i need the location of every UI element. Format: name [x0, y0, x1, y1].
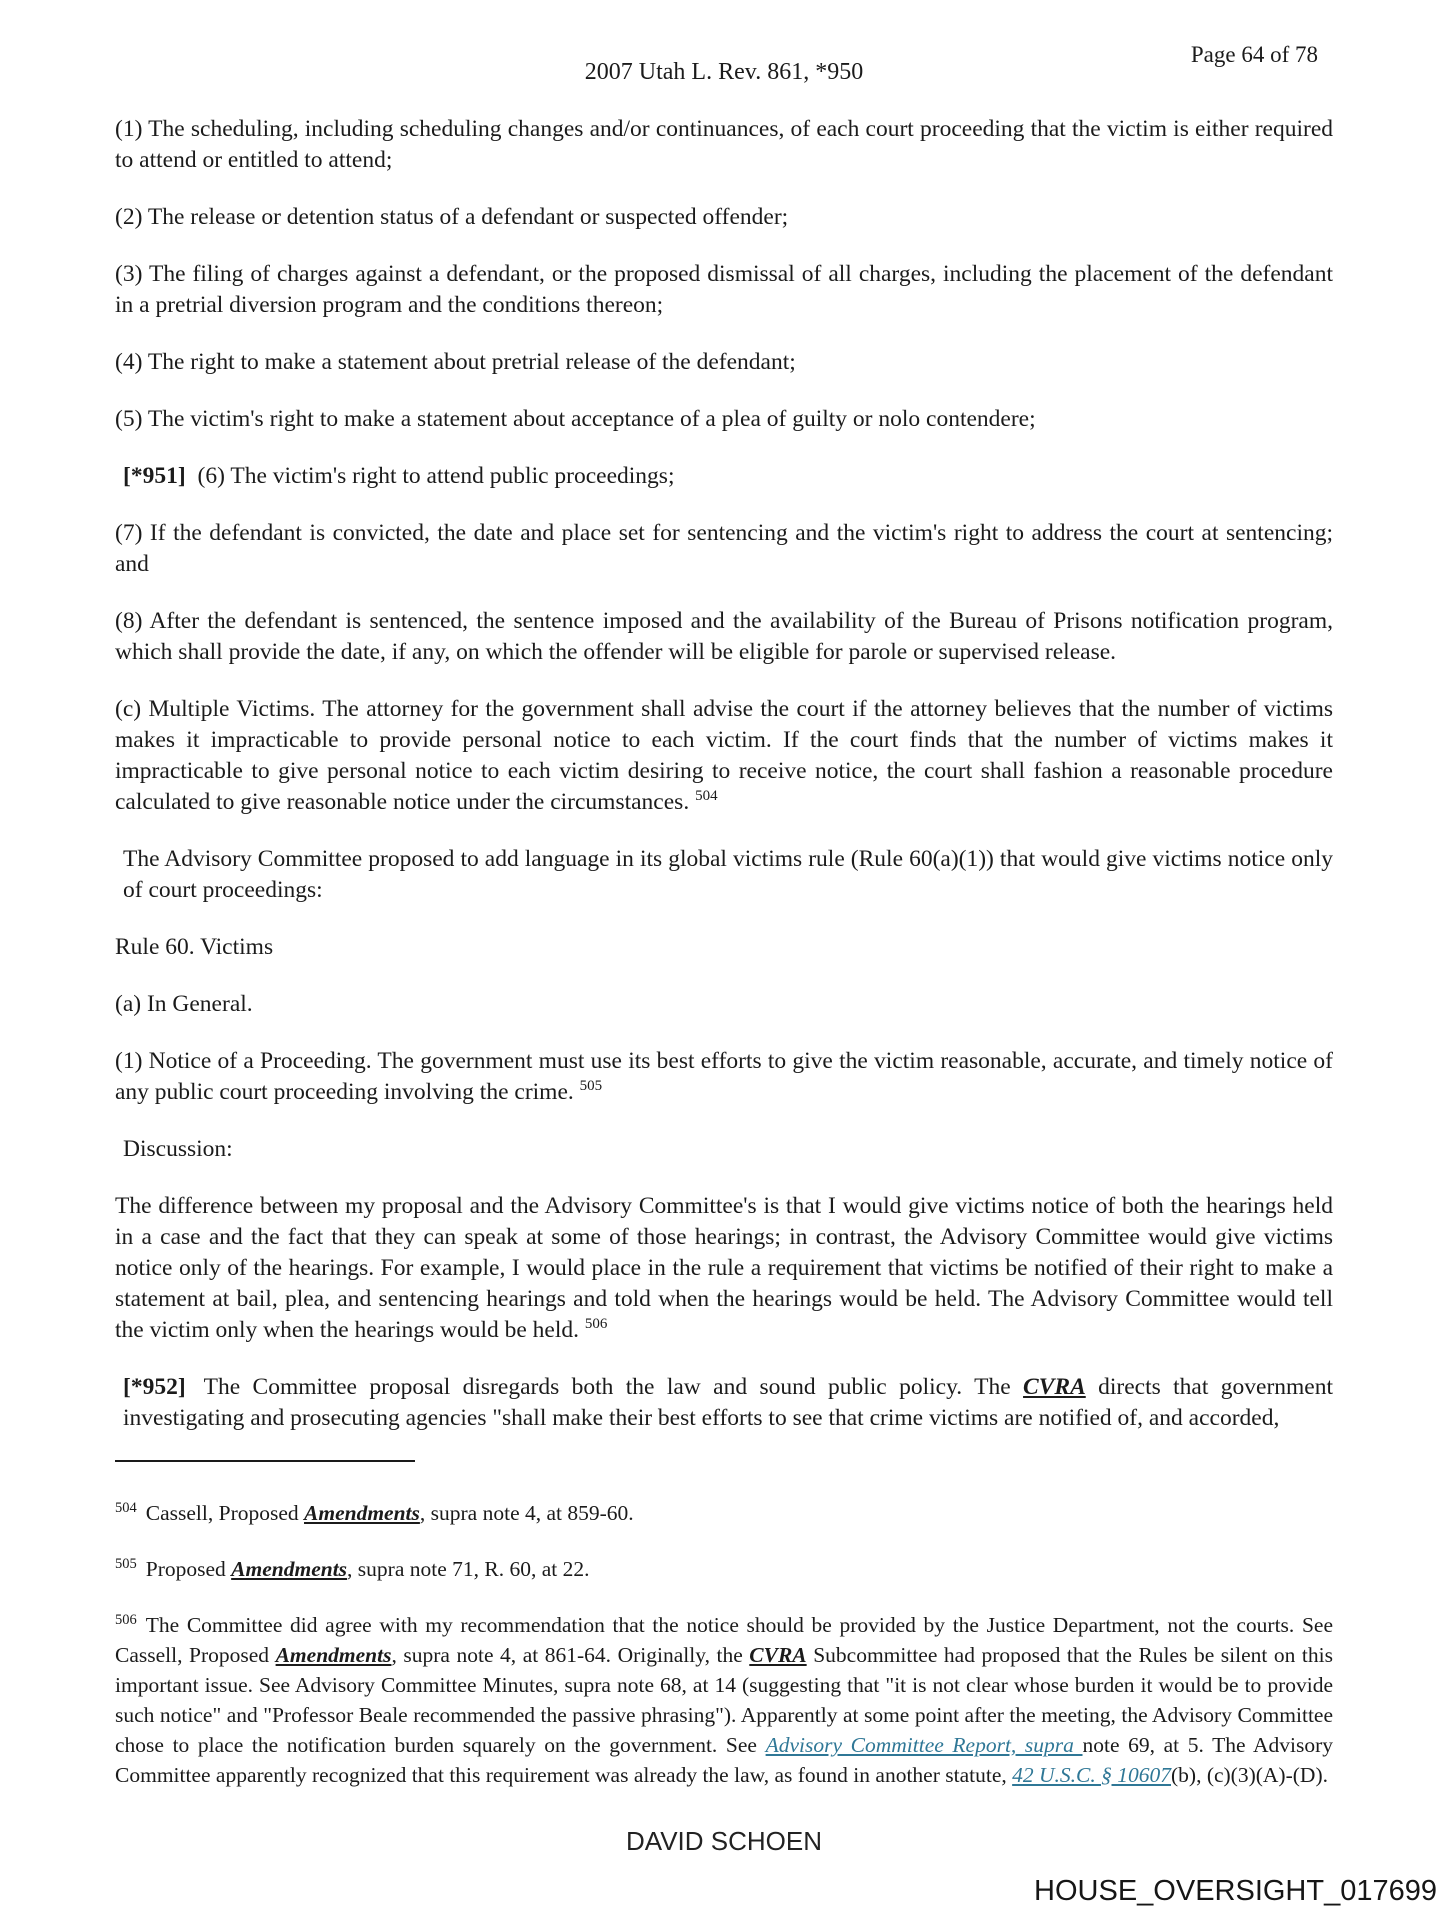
text-segment: directs that government investigating and prosecuting agencies "shall make their best efforts to see that crime victims are notified of, and accorded,	[123, 1374, 1334, 1431]
page-marker: [*952]	[123, 1374, 186, 1400]
text-segment: Rule 60. Victims	[115, 934, 274, 960]
text-segment: (1) The scheduling, including scheduling changes and/or continuances, of each court proceeding that the victim is either required to attend or entitled to attend;	[115, 116, 1333, 173]
text-segment: , supra note 4, at 859-60.	[419, 1501, 634, 1525]
text-segment: (2) The release or detention status of a defendant or suspected offender;	[115, 204, 789, 230]
body-paragraph	[115, 404, 1333, 435]
text-segment: , supra note 4, at 861-64. Originally, the	[391, 1643, 750, 1667]
footnote-number: 506	[115, 1611, 137, 1628]
text-segment: Cassell, Proposed	[145, 1501, 305, 1525]
footer-author-name: DAVID SCHOEN	[626, 1826, 822, 1856]
footnote	[115, 1610, 1333, 1790]
body-paragraph	[115, 1046, 1333, 1108]
body-paragraph	[115, 347, 1333, 378]
text-segment: (7) If the defendant is convicted, the date and place set for sentencing and the victim's right to address the court at sentencing; and	[115, 520, 1333, 577]
text-segment: Subcommittee had proposed that the Rules be silent on this important issue. See Advisory Committee Minutes, supra note 68, at 14 (suggesting that "it is not clear whose burden it would be to provide such notice" and "Professor Beale recommended the passive phrasing"). Apparently at some point after the meeting, the Advisory Committee chose to place the notification burden squarely on the government. See	[115, 1643, 1333, 1757]
body-paragraph	[115, 1191, 1333, 1346]
footnote-reference: 504	[695, 788, 718, 805]
text-segment: (4) The right to make a statement about pretrial release of the defendant;	[115, 349, 796, 375]
text-segment: (5) The victim's right to make a statement about acceptance of a plea of guilty or nolo contendere;	[115, 406, 1036, 432]
body-paragraph	[115, 518, 1333, 580]
footnote-number: 504	[115, 1499, 137, 1516]
citation-link[interactable]: Advisory Committee Report, supra	[765, 1733, 1083, 1757]
text-segment: The Committee proposal disregards both the law and sound public policy. The	[191, 1374, 1024, 1400]
page-marker: [*951]	[123, 463, 186, 489]
cited-term: CVRA	[749, 1643, 807, 1667]
footnote	[115, 1498, 1333, 1528]
text-segment: Proposed	[145, 1557, 232, 1581]
citation-link[interactable]: 42 U.S.C. § 10607	[1012, 1763, 1171, 1787]
text-segment: (b), (c)(3)(A)-(D).	[1171, 1763, 1328, 1787]
footnote-reference: 505	[579, 1078, 603, 1095]
body-paragraph	[115, 844, 1333, 906]
cited-term: Amendments	[304, 1501, 420, 1525]
document-title: 2007 Utah L. Rev. 861, *950	[584, 59, 864, 85]
text-segment: (6) The victim's right to attend public proceedings;	[191, 463, 675, 489]
body-paragraph	[115, 606, 1333, 668]
body-paragraph	[115, 259, 1333, 321]
body-paragraph	[115, 1372, 1333, 1434]
body-paragraph	[115, 461, 1333, 492]
body-paragraph	[115, 932, 1333, 963]
page-indicator: Page 64 of 78	[1190, 42, 1318, 67]
body-paragraph	[115, 202, 1333, 233]
text-segment: (8) After the defendant is sentenced, the sentence imposed and the availability of the Bureau of Prisons notification program, which shall provide the date, if any, on which the offender will be eligible for parole or supervised release.	[115, 608, 1333, 665]
text-column	[115, 0, 1333, 1857]
text-segment: note 69, at 5. The Advisory Committee apparently recognized that this requirement was already the law, as found in another statute,	[115, 1733, 1333, 1787]
footnote-reference: 506	[584, 1316, 608, 1333]
body-paragraph	[115, 989, 1333, 1020]
cited-term: CVRA	[1023, 1374, 1086, 1400]
footnote	[115, 1554, 1333, 1584]
body-paragraph	[115, 1134, 1333, 1165]
text-segment: Discussion:	[123, 1136, 233, 1162]
text-segment: (c) Multiple Victims. The attorney for the government shall advise the court if the attorney believes that the number of victims makes it impracticable to provide personal notice to each victim. If the court finds that the number of victims makes it impracticable to give personal notice to each victim desiring to receive notice, the court shall fashion a reasonable procedure calculated to give reasonable notice under the circumstances.	[115, 696, 1333, 815]
bates-stamp: HOUSE_OVERSIGHT_017699	[1034, 1875, 1437, 1907]
cited-term: Amendments	[275, 1643, 392, 1667]
text-segment: (a) In General.	[115, 991, 253, 1017]
document-body	[115, 114, 1333, 1434]
footnotes-section	[115, 1498, 1333, 1790]
body-paragraph	[115, 114, 1333, 176]
text-segment: The Committee did agree with my recommendation that the notice should be provided by the Justice Department, not the courts. See Cassell, Proposed	[115, 1613, 1333, 1667]
text-segment: , supra note 71, R. 60, at 22.	[347, 1557, 590, 1581]
footnote-number: 505	[115, 1555, 137, 1572]
text-segment: The Advisory Committee proposed to add language in its global victims rule (Rule 60(a)(1)) that would give victims notice only of court proceedings:	[123, 846, 1333, 903]
text-segment: (1) Notice of a Proceeding. The government must use its best efforts to give the victim reasonable, accurate, and timely notice of any public court proceeding involving the crime.	[115, 1048, 1333, 1105]
body-paragraph	[115, 694, 1333, 818]
footnote-separator	[115, 1460, 415, 1462]
cited-term: Amendments	[231, 1557, 348, 1581]
text-segment: The difference between my proposal and the Advisory Committee's is that I would give victims notice of both the hearings held in a case and the fact that they can speak at some of those hearings; in contrast, the Advisory Committee would give victims notice only of the hearings. For example, I would place in the rule a requirement that victims be notified of their right to make a statement at bail, plea, and sentencing hearings and told when the hearings would be held. The Advisory Committee would tell the victim only when the hearings would be held.	[115, 1193, 1333, 1343]
text-segment: (3) The filing of charges against a defendant, or the proposed dismissal of all charges, including the placement of the defendant in a pretrial diversion program and the conditions thereon;	[115, 261, 1333, 318]
